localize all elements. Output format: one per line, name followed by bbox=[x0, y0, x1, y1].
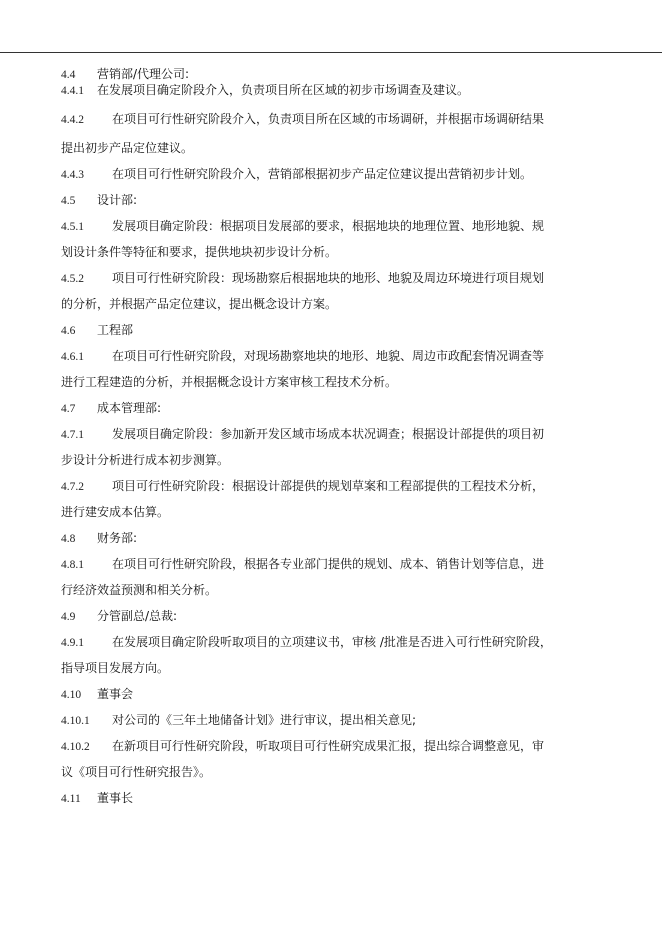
clause-number: 4.4.2 bbox=[61, 114, 84, 126]
clause-number: 4.9.1 bbox=[61, 637, 84, 649]
section-heading: 设计部: bbox=[97, 193, 138, 207]
section-heading: 财务部: bbox=[97, 531, 138, 545]
clause-text: 在新项目可行性研究阶段，听取项目可行性研究成果汇报，提出综合调整意见，审 bbox=[112, 739, 545, 753]
clause-text: 划设计条件等特征和要求，提供地块初步设计分析。 bbox=[61, 245, 338, 259]
clause-4-7-2 bbox=[61, 478, 544, 495]
clause-number: 4.4.3 bbox=[61, 169, 84, 181]
clause-4-10-2 bbox=[61, 738, 544, 755]
clause-number: 4.5.2 bbox=[61, 273, 84, 285]
clause-text: 发展项目确定阶段：参加新开发区域市场成本状况调查；根据设计部提供的项目初 bbox=[112, 427, 545, 441]
section-heading: 董事长 bbox=[97, 791, 134, 805]
clause-number: 4.7.2 bbox=[61, 481, 84, 493]
clause-text: 进行建安成本估算。 bbox=[61, 505, 170, 519]
clause-4-7-2-cont bbox=[61, 504, 169, 520]
section-4-10 bbox=[61, 686, 133, 703]
clause-4-5-2 bbox=[61, 270, 544, 287]
clause-4-4-2-cont bbox=[61, 140, 193, 156]
clause-text: 发展项目确定阶段：根据项目发展部的要求，根据地块的地理位置、地形地貌、规 bbox=[112, 219, 545, 233]
clause-text: 在项目可行性研究阶段，根据各专业部门提供的规划、成本、销售计划等信息，进 bbox=[112, 557, 545, 571]
section-number: 4.6 bbox=[61, 325, 76, 337]
section-4-5 bbox=[61, 192, 137, 209]
clause-4-6-1 bbox=[61, 348, 544, 365]
clause-text: 在项目可行性研究阶段，对现场勘察地块的地形、地貌、周边市政配套情况调查等 bbox=[112, 349, 545, 363]
clause-4-8-1-cont bbox=[61, 582, 217, 598]
clause-text: 步设计分析进行成本初步测算。 bbox=[61, 453, 230, 467]
header-rule bbox=[0, 52, 662, 53]
section-4-9 bbox=[61, 608, 177, 625]
clause-4-10-2-cont bbox=[61, 764, 211, 780]
section-heading: 董事会 bbox=[97, 687, 134, 701]
clause-4-8-1 bbox=[61, 556, 544, 573]
section-4-4 bbox=[61, 66, 189, 83]
clause-number: 4.10.2 bbox=[61, 741, 90, 753]
section-4-7 bbox=[61, 400, 161, 417]
clause-4-9-1-cont bbox=[61, 660, 169, 676]
clause-4-4-1 bbox=[61, 82, 469, 99]
clause-4-10-1 bbox=[61, 712, 416, 729]
section-number: 4.10 bbox=[61, 689, 82, 701]
section-heading: 成本管理部: bbox=[97, 401, 162, 415]
clause-4-5-1-cont bbox=[61, 244, 337, 260]
section-4-11 bbox=[61, 790, 133, 807]
section-number: 4.4 bbox=[61, 69, 76, 81]
section-heading: 分管副总/总裁: bbox=[97, 609, 178, 623]
clause-text: 在项目可行性研究阶段介入，负责项目所在区域的市场调研，并根据市场调研结果 bbox=[112, 112, 545, 126]
clause-text: 在发展项目确定阶段介入，负责项目所在区域的初步市场调查及建议。 bbox=[97, 83, 470, 97]
clause-4-5-1 bbox=[61, 218, 544, 235]
clause-text: 议《项目可行性研究报告》。 bbox=[61, 765, 212, 779]
clause-number: 4.5.1 bbox=[61, 221, 84, 233]
clause-text: 项目可行性研究阶段：根据设计部提供的规划草案和工程部提供的工程技术分析， bbox=[112, 479, 545, 493]
clause-number: 4.6.1 bbox=[61, 351, 84, 363]
clause-number: 4.8.1 bbox=[61, 559, 84, 571]
section-4-8 bbox=[61, 530, 137, 547]
clause-4-7-1-cont bbox=[61, 452, 229, 468]
clause-number: 4.7.1 bbox=[61, 429, 84, 441]
clause-text: 提出初步产品定位建议。 bbox=[61, 141, 194, 155]
section-number: 4.11 bbox=[61, 793, 81, 805]
clause-number: 4.4.1 bbox=[61, 85, 84, 97]
clause-4-4-3 bbox=[61, 166, 532, 183]
section-4-6 bbox=[61, 322, 133, 339]
clause-4-7-1 bbox=[61, 426, 544, 443]
clause-number: 4.10.1 bbox=[61, 715, 90, 727]
section-heading: 营销部/代理公司: bbox=[97, 67, 190, 81]
clause-text: 在项目可行性研究阶段介入，营销部根据初步产品定位建议提出营销初步计划。 bbox=[112, 167, 533, 181]
section-number: 4.9 bbox=[61, 611, 76, 623]
clause-text: 的分析，并根据产品定位建议，提出概念设计方案。 bbox=[61, 297, 338, 311]
clause-4-5-2-cont bbox=[61, 296, 337, 312]
clause-text: 项目可行性研究阶段：现场勘察后根据地块的地形、地貌及周边环境进行项目规划 bbox=[112, 271, 545, 285]
section-number: 4.8 bbox=[61, 533, 76, 545]
clause-text: 进行工程建造的分析，并根据概念设计方案审核工程技术分析。 bbox=[61, 375, 398, 389]
clause-4-4-2 bbox=[61, 111, 544, 128]
clause-4-9-1 bbox=[61, 634, 552, 651]
clause-text: 指导项目发展方向。 bbox=[61, 661, 170, 675]
section-heading: 工程部 bbox=[97, 323, 134, 337]
clause-text: 行经济效益预测和相关分析。 bbox=[61, 583, 218, 597]
section-number: 4.7 bbox=[61, 403, 76, 415]
clause-text: 对公司的《三年土地储备计划》进行审议，提出相关意见; bbox=[112, 713, 417, 727]
clause-text: 在发展项目确定阶段听取项目的立项建议书，审核 /批准是否进入可行性研究阶段， bbox=[112, 635, 552, 649]
clause-4-6-1-cont bbox=[61, 374, 397, 390]
section-number: 4.5 bbox=[61, 195, 76, 207]
